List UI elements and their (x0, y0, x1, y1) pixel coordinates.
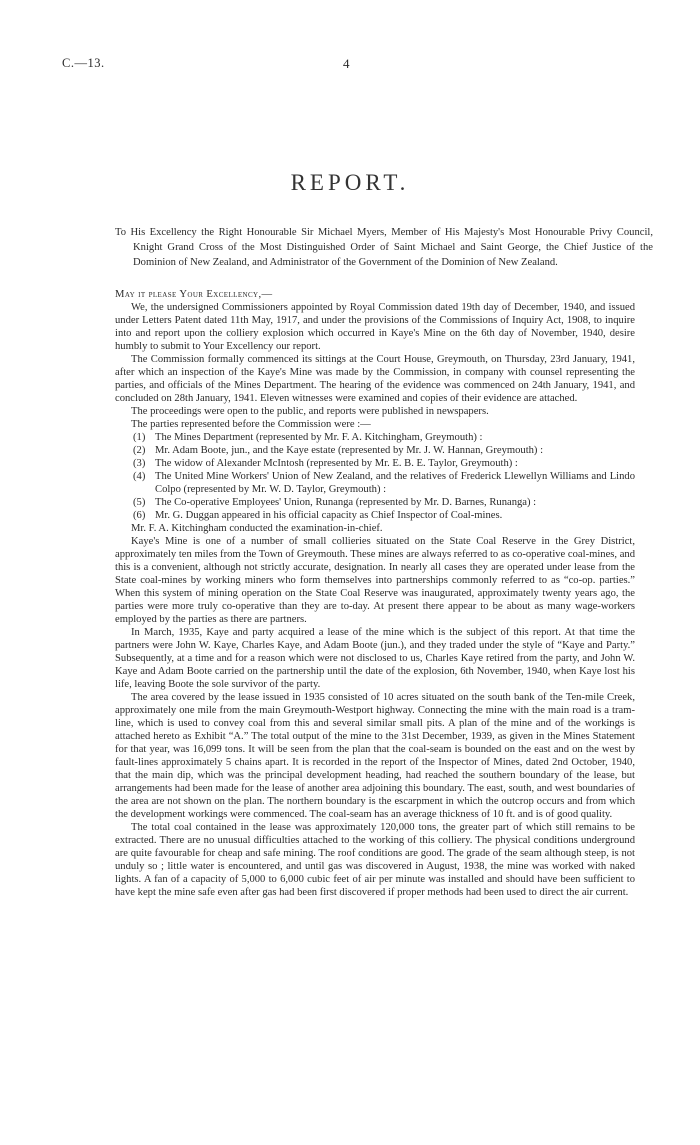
party-number: (3) (133, 458, 146, 469)
paragraph: The area covered by the lease issued in 1935 consisted of 10 acres situated on the south bank of the Ten-mile Creek, approximately one mile from the main Greymouth-Westport highway. Connecting the mine with the main road is a tram-line, which is used to convey coal from this and several similar small pits. A plan of the mine and of the workings is attached hereto as Exhibit “A.” The total output of the mine to the 31st December, 1939, as given in the Mines Statement for that year, was 16,099 tons. It will be seen from the plan that the coal-seam is bounded on the east and on the west by fault-lines approximately 5 chains apart. It is recorded in the report of the Inspector of Mines, dated 2nd October, 1940, that the main dip, which was the principal development heading, had reached the southern boundary of the lease, but arrangements had been made for the lease of another area adjoining this boundary. The east, south, and west boundaries of the area are not shown on the plan. The northern boundary is the escarpment in which the outcrop occurs and from which the development workings were commenced. The coal-seam has an average thickness of 10 ft. and is of good quality. (115, 692, 635, 820)
report-title: REPORT. (290, 170, 410, 195)
party-text: The United Mine Workers' Union of New Zealand, and the relatives of Frederick Llewellyn Williams and Lindo Colpo (represented by Mr. W. D. Taylor, Greymouth) : (155, 471, 635, 495)
party-text: The Co-operative Employees' Union, Runanga (represented by Mr. D. Barnes, Runanga) : (155, 497, 537, 508)
party-item (133, 444, 635, 457)
party-text: Mr. Adam Boote, jun., and the Kaye estate (represented by Mr. J. W. Hannan, Greymouth) : (155, 445, 544, 456)
paragraph: The Commission formally commenced its sittings at the Court House, Greymouth, on Thursday, 23rd January, 1941, after which an inspection of the Kaye's Mine was made by the Commission, in company with counsel representing the parties, and officials of the Mines Department. The hearing of the evidence was commenced on 24th January, 1941, and concluded on 28th January, 1941. Eleven witnesses were examined and copies of their evidence are attached. (115, 354, 635, 404)
party-item (133, 470, 635, 496)
party-number: (5) (133, 497, 146, 508)
party-text: The widow of Alexander McIntosh (represented by Mr. E. B. E. Taylor, Greymouth) : (155, 458, 518, 469)
address-block: To His Excellency the Right Honourable Sir Michael Myers, Member of His Majesty's Most Honourable Privy Council, Knight Grand Cross of the Most Distinguished Order of Saint Michael and Saint George, the Chief Justice of the Dominion of New Zealand, and Administrator of the Government of the Dominion of New Zealand. (115, 227, 653, 269)
paragraph: We, the undersigned Commissioners appointed by Royal Commission dated 19th day of December, 1940, and issued under Letters Patent dated 11th May, 1917, and under the provisions of the Commissions of Inquiry Act, 1908, to inquire into and report upon the colliery explosion which occurred in Kaye's Mine on the 6th day of November, 1940, desire humbly to submit to Your Excellency our report. (115, 302, 635, 352)
party-item (133, 457, 635, 470)
report-body (115, 288, 635, 899)
party-item (133, 496, 635, 509)
salutation: May it please Your Excellency,— (115, 289, 273, 300)
parties-list (115, 431, 635, 522)
party-number: (4) (133, 471, 146, 482)
page-number: 4 (343, 56, 350, 71)
paragraph: In March, 1935, Kaye and party acquired a lease of the mine which is the subject of this report. At that time the partners were John W. Kaye, Charles Kaye, and Adam Boote (jun.), and they traded under the style of “Kaye and Party.” Subsequently, at a time and for a reason which were not disclosed to us, Charles Kaye retired from the party, and John W. Kaye and Adam Boote carried on the partnership until the date of the explosion, 6th November, 1940, when Kaye lost his life, leaving Boote the sole survivor of the party. (115, 627, 635, 690)
party-number: (6) (133, 510, 146, 521)
party-number: (2) (133, 445, 146, 456)
party-text: Mr. G. Duggan appeared in his official capacity as Chief Inspector of Coal-mines. (155, 510, 503, 521)
party-number: (1) (133, 432, 146, 443)
paragraph: Kaye's Mine is one of a number of small collieries situated on the State Coal Reserve in the Grey District, approximately ten miles from the Town of Greymouth. These mines are always referred to as co-operative coal-mines, and this is a convenient, although not strictly accurate, designation. In nearly all cases they are operated under lease from the State coal-mines by working miners who form themselves into partnerships commonly referred to as “co-op. parties.” When this system of mining operation on the State Coal Reserve was inaugurated, approximately twenty years ago, the parties were more truly co-operative than they are to-day. At present there appear to be about as many wage-workers employed by the parties as there are partners. (115, 536, 635, 625)
document-reference: C.—13. (62, 56, 105, 70)
party-item (133, 509, 635, 522)
paragraph: Mr. F. A. Kitchingham conducted the examination-in-chief. (131, 523, 383, 534)
paragraph: The proceedings were open to the public, and reports were published in newspapers. (131, 406, 489, 417)
party-item (133, 431, 635, 444)
paragraph: The total coal contained in the lease was approximately 120,000 tons, the greater part of which still remains to be extracted. There are no unusual difficulties attached to the working of this colliery. The physical conditions underground are quite favourable for cheap and safe mining. The roof conditions are good. The grade of the seam although steep, is not unduly so ; little water is encountered, and until gas was discovered in August, 1938, the mine was worked with naked lights. A fan of a capacity of 5,000 to 6,000 cubic feet of air per minute was installed and should have been sufficient to have kept the mine safe even after gas had been first discovered if proper methods had been used to direct the air current. (115, 822, 635, 898)
party-text: The Mines Department (represented by Mr. F. A. Kitchingham, Greymouth) : (155, 432, 483, 443)
paragraph: The parties represented before the Commission were :— (131, 419, 371, 430)
